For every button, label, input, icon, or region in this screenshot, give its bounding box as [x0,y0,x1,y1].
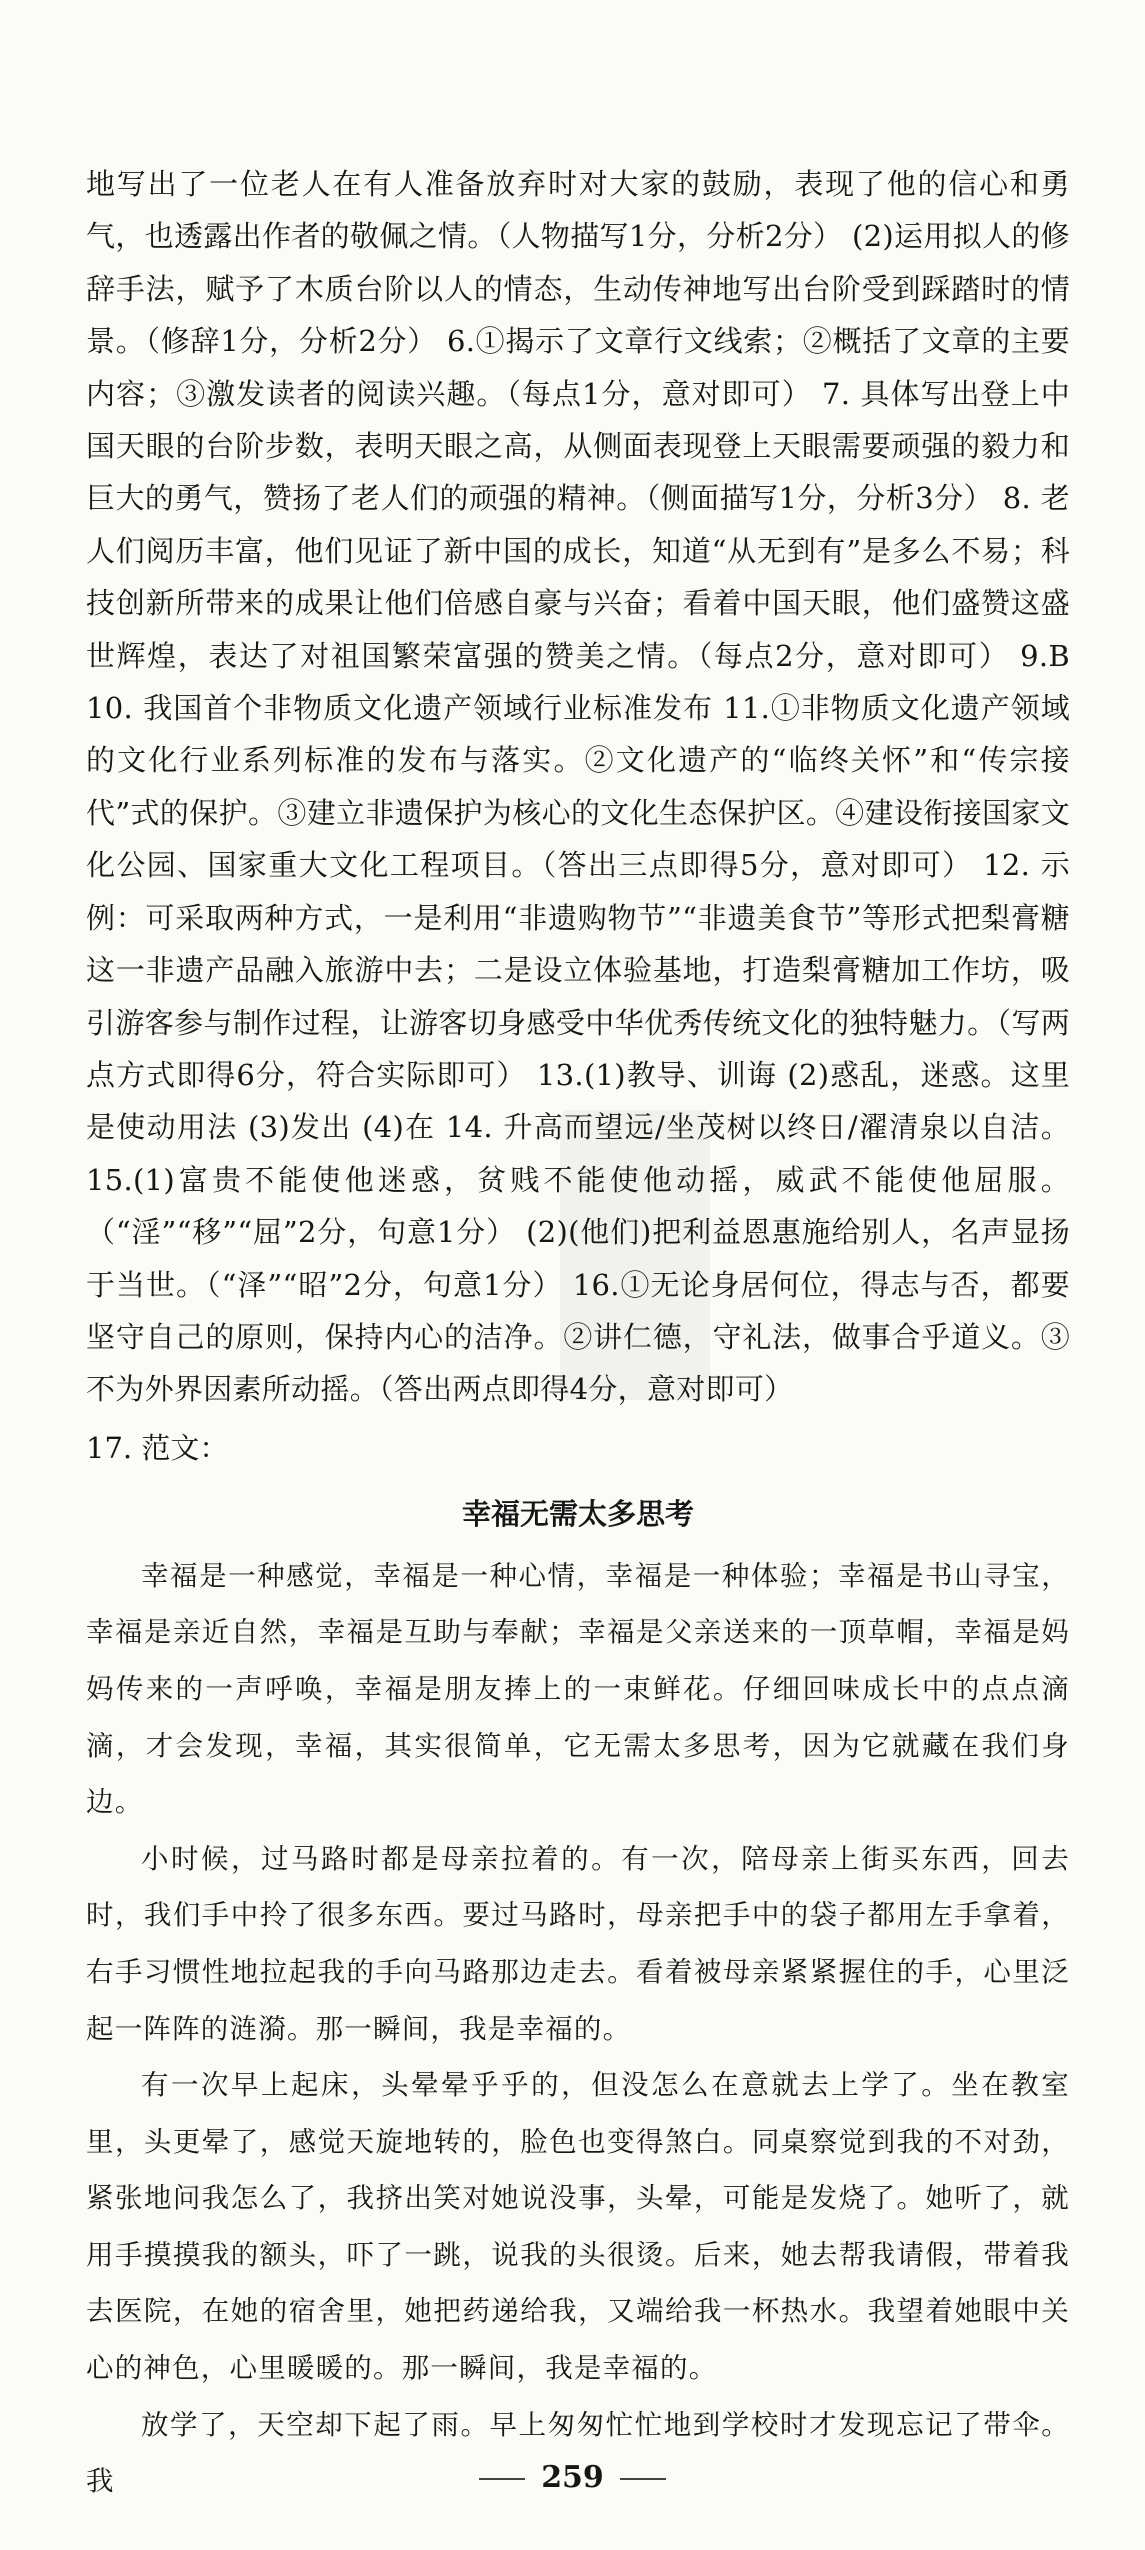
essay-paragraph: 放学了，天空却下起了雨。早上匆匆忙忙地到学校时才发现忘记了带伞。我 [86,2408,1070,2498]
answer-section [86,158,1070,1416]
essay-paragraph: 有一次早上起床，头晕晕乎乎的，但没怎么在意就去上学了。坐在教室里，头更晕了，感觉天旋地转的，脸色也变得煞白。同桌察觉到我的不对劲，紧张地问我怎么了，我挤出笑对她说没事，头晕，可能是发烧了。她听了，就用手摸摸我的额头，吓了一跳，说我的头很烫。后来，她去帮我请假，带着我去医院，在她的宿舍里，她把药递给我，又端给我一杯热水。我望着她眼中关心的神色，心里暖暖的。那一瞬间，我是幸福的。 [86,2069,1070,2385]
footer-dash-right [620,2478,666,2480]
essay-paragraph: 小时候，过马路时都是母亲拉着的。有一次，陪母亲上街买东西，回去时，我们手中拎了很多东西。要过马路时，母亲把手中的袋子都用左手拿着，右手习惯性地拉起我的手向马路那边走去。看着被母亲紧紧握住的手，心里泛起一阵阵的涟漪。那一瞬间，我是幸福的。 [86,1842,1070,2045]
answer-text: 地写出了一位老人在有人准备放弃时对大家的鼓励，表现了他的信心和勇气，也透露出作者的敬佩之情。（人物描写1分，分析2分） (2)运用拟人的修辞手法，赋予了木质台阶以人的情态，生动传神地写出台阶受到踩踏时的情景。（修辞1分，分析2分） 6.①揭示了文章行文线索；②概括了文章的主要内容；③激发读者的阅读兴趣。（每点1分，意对即可） 7. 具体写出登上中国天眼的台阶步数，表明天眼之高，从侧面表现登上天眼需要顽强的毅力和巨大的勇气，赞扬了老人们的顽强的精神。（侧面描写1分，分析3分） 8. 老人们阅历丰富，他们见证了新中国的成长，知道“从无到有”是多么不易；科技创新所带来的成果让他们倍感自豪与兴奋；看着中国天眼，他们盛赞这盛世辉煌，表达了对祖国繁荣富强的赞美之情。（每点2分，意对即可） 9.B 10. 我国首个非物质文化遗产领域行业标准发布 11.①非物质文化遗产领域的文化行业系列标准的发布与落实。②文化遗产的“临终关怀”和“传宗接代”式的保护。③建立非遗保护为核心的文化生态保护区。④建设衔接国家文化公园、国家重大文化工程项目。（答出三点即得5分，意对即可） 12. 示例：可采取两种方式，一是利用“非遗购物节”“非遗美食节”等形式把梨膏糖这一非遗产品融入旅游中去；二是设立体验基地，打造梨膏糖加工作坊，吸引游客参与制作过程，让游客切身感受中华优秀传统文化的独特魅力。（写两点方式即得6分，符合实际即可） 13.(1)教导、训诲 (2)惑乱，迷惑。这里是使动用法 (3)发出 (4)在 14. 升高而望远/坐茂树以终日/濯清泉以自洁。 15.(1)富贵不能使他迷惑，贫贱不能使他动摇，威武不能使他屈服。（“淫”“移”“屈”2分，句意1分） (2)(他们)把利益恩惠施给别人，名声显扬于当世。（“泽”“昭”2分，句意1分） 16.①无论身居何位，得志与否，都要坚守自己的原则，保持内心的洁净。②讲仁德，守礼法，做事合乎道义。③不为外界因素所动摇。（答出两点即得4分，意对即可） [86,167,1070,1407]
page-footer [0,2460,1145,2495]
essay-title: 幸福无需太多思考 [461,1496,694,1531]
essay-paragraph: 幸福是一种感觉，幸福是一种心情，幸福是一种体验；幸福是书山寻宝，幸福是亲近自然，幸福是互助与奉献；幸福是父亲送来的一顶草帽，幸福是妈妈传来的一声呼唤，幸福是朋友捧上的一束鲜花。仔细回味成长中的点点滴滴，才会发现，幸福，其实很简单，它无需太多思考，因为它就藏在我们身边。 [86,1559,1070,1819]
footer-dash-left [479,2478,525,2480]
essay-label: 17. 范文： [86,1430,229,1465]
essay-body [86,1548,1070,2510]
page-number: 259 [541,2460,604,2495]
page-content [86,158,1070,2510]
